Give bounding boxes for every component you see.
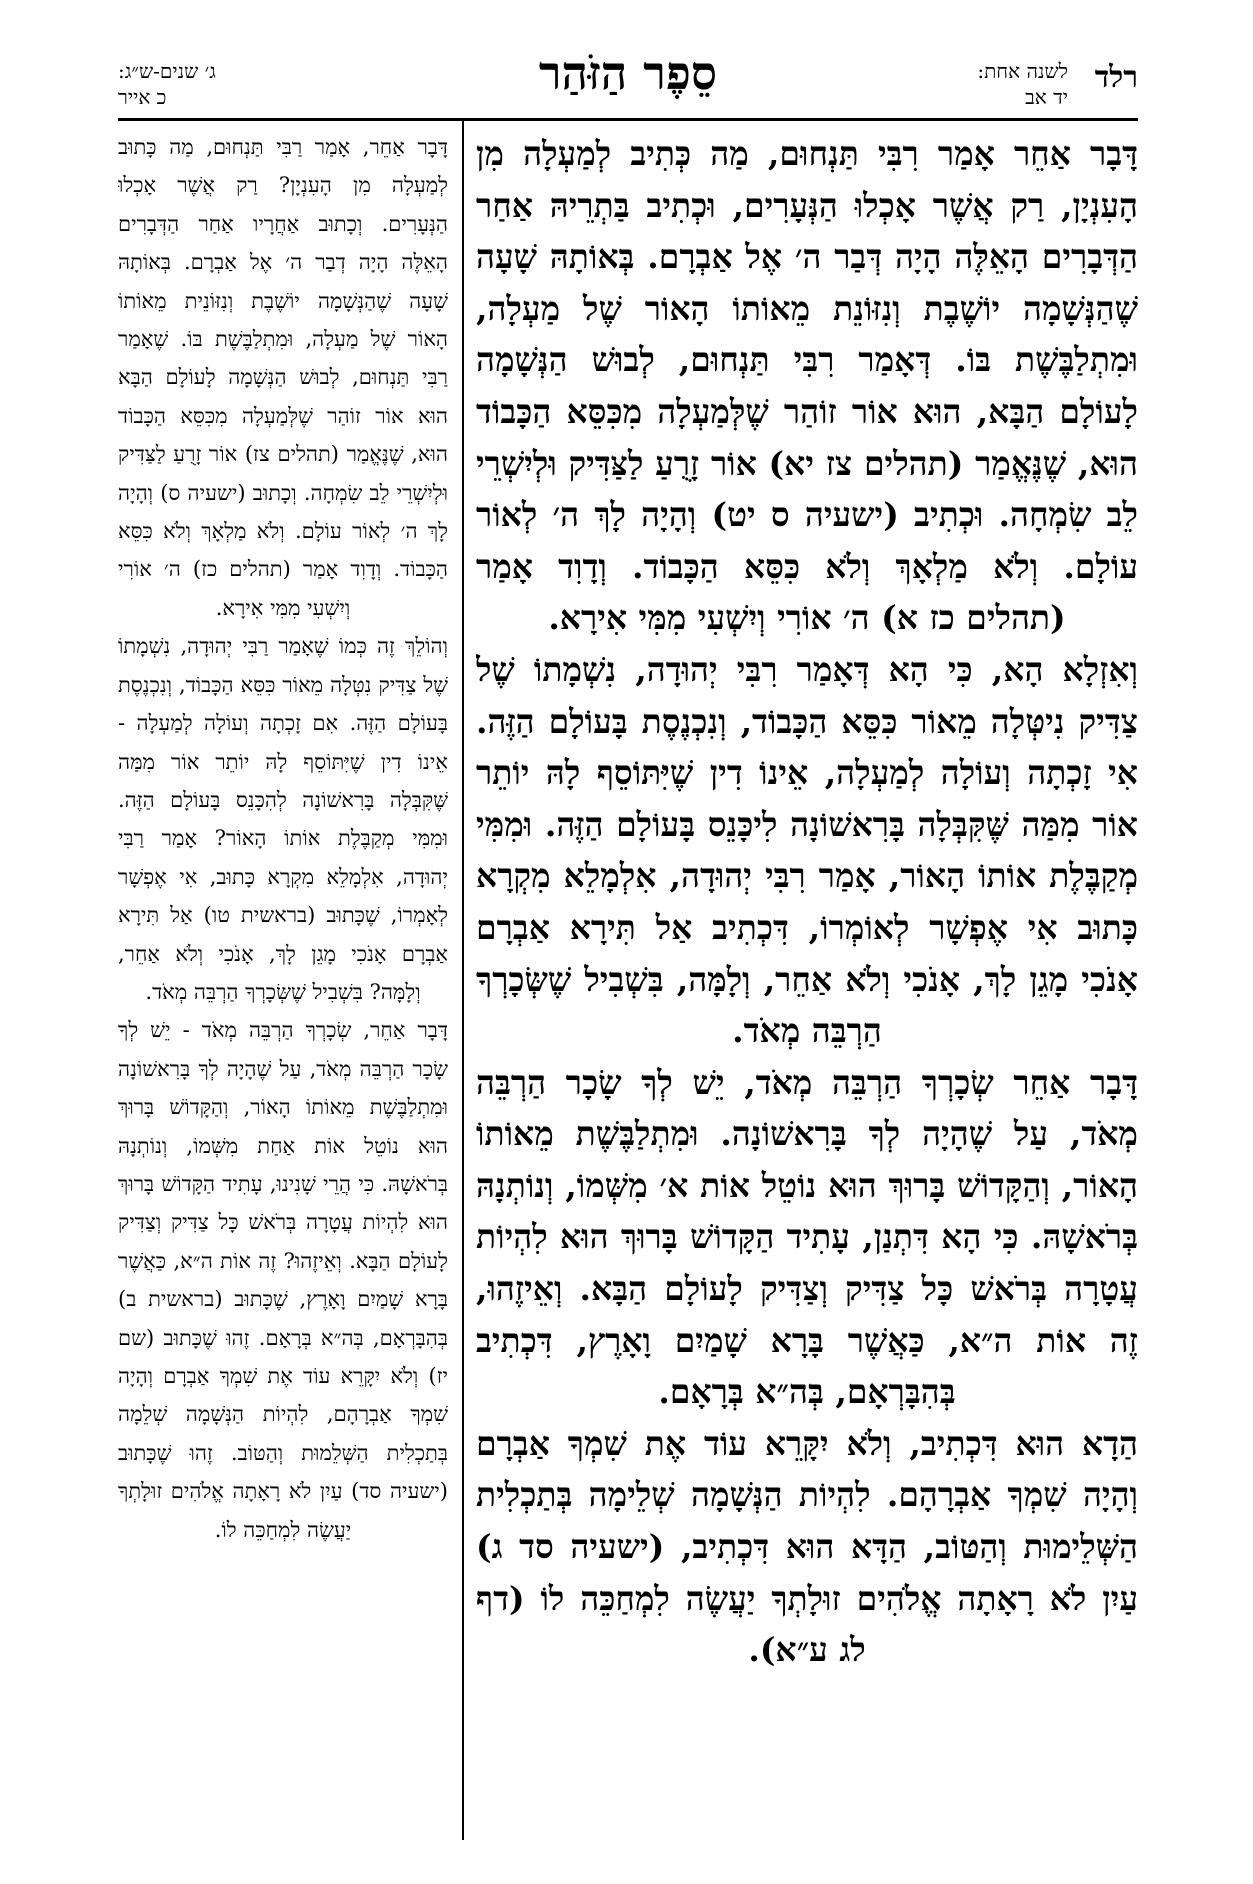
page-number: רלד xyxy=(1094,60,1138,95)
page-header xyxy=(118,44,1138,124)
header-left-note xyxy=(118,58,216,110)
translation-paragraph: וְהוֹלֵךְ זֶה כְּמוֹ שֶׁאָמַר רַבִּי יְהוּדָה, נִשְׁמָתוֹ שֶׁל צַדִּיק נִטְּלָה מֵאוֹר כִּסֵּא הַכָּבוֹד, וְנִכְנֶסֶת בָּעוֹלָם הַזֶּה. אִם זָכְתָה וְעוֹלָה לְמַעְלָה - אֵינוֹ דִין שֶׁיִּתּוֹסֵף לָהּ יוֹתֵר אוֹר מִמַּה שֶּׁקִּבְּלָה בָּרִאשׁוֹנָה לְהִכָּנֵס בָּעוֹלָם הַזֶּה. וּמִמִּי מְקַבֶּלֶת אוֹתוֹ הָאוֹר? אָמַר רַבִּי יְהוּדָה, אִלְמָלֵא מִקְרָא כָּתוּב, אִי אֶפְשָׁר לְאָמְרוֹ, שֶׁכָּתוּב (בראשית טו) אַל תִּירָא אַבְרָם אָנֹכִי מָגֵן לָךְ, אָנֹכִי וְלֹא אַחֵר, וְלָמָּה? בִּשְׁבִיל שֶׁשְּׂכָרְךָ הַרְבֵּה מְאֹד. xyxy=(118,634,448,1004)
translation-paragraph: דָּבָר אַחֵר, אָמַר רַבִּי תַּנְחוּם, מַה כָּתוּב לְמַעְלָה מִן הָעִנְיָן? רַק אֲשֶׁר אָכְלוּ הַנְּעָרִים. וְכָתוּב אַחֲרָיו אַחַר הַדְּבָרִים הָאֵלֶּה הָיָה דְבַר ה׳ אֶל אַבְרָם. בְּאוֹתָהּ שָׁעָה שֶׁהַנְּשָׁמָה יוֹשֶׁבֶת וְנִזּוֹנֵית מֵאוֹתוֹ הָאוֹר שֶׁל מַעְלָה, וּמִתְלַבֶּשֶׁת בּוֹ. שֶׁאָמַר רַבִּי תַּנְחוּם, לְבוּשׁ הַנְּשָׁמָה לָעוֹלָם הַבָּא הוּא אוֹר זוֹהַר שֶׁלְּמַעְלָה מִכִּסֵּא הַכָּבוֹד הוּא, שֶׁנֶּאֱמַר (תהלים צז) אוֹר זָרֻעַ לַצַּדִּיק וּלְיִשְׁרֵי לֵב שִׂמְחָה. וְכָתוּב (ישעיה ס) וְהָיָה לָךְ ה׳ לְאוֹר עוֹלָם. וְלֹא מַלְאָךְ וְלֹא כִּסֵּא הַכָּבוֹד. וְדָוִד אָמַר (תהלים כז) ה׳ אוֹרִי וְיִשְׁעִי מִמִּי אִירָא. xyxy=(118,135,448,620)
translation-column xyxy=(118,128,448,1838)
main-paragraph: דָּבָר אַחֵר אָמַר רִבִּי תַּנְחוּם, מַה כְּתִיב לְמַעְלָה מִן הָעִנְיָן, רַק אֲשֶׁר אָכְלוּ הַנְּעָרִים, וּכְתִיב בַּתְרֵיהּ אַחַר הַדְּבָרִים הָאֵלֶּה הָיָה דְּבַר ה׳ אֶל אַבְרָם. בְּאוֹתָהּ שָׁעָה שֶׁהַנְּשָׁמָה יוֹשֶׁבֶת וְנִזּוֹנֵת מֵאוֹתוֹ הָאוֹר שֶׁל מַעְלָה, וּמִתְלַבֶּשֶׁת בּוֹ. דְּאָמַר רִבִּי תַּנְחוּם, לְבוּשׁ הַנְּשָׁמָה לָעוֹלָם הַבָּא, הוּא אוֹר זוֹהַר שֶׁלְּמַעְלָה מִכִּסֵּא הַכָּבוֹד הוּא, שֶׁנֶּאֱמַר (תהלים צז יא) אוֹר זָרֻעַ לַצַּדִּיק וּלְיִשְׁרֵי לֵב שִׂמְחָה. וּכְתִיב (ישעיה ס יט) וְהָיָה לָךְ ה׳ לְאוֹר עוֹלָם. וְלֹא מַלְאָךְ וְלֹא כִּסֵּא הַכָּבוֹד. וְדָוִד אָמַר (תהלים כז א) ה׳ אוֹרִי וְיִשְׁעִי מִמִּי אִירָא. xyxy=(476,134,1138,638)
header-rule xyxy=(118,118,1138,121)
main-column xyxy=(476,128,1138,1838)
header-right-line1: לשנה אחת: xyxy=(977,59,1068,83)
book-title: סֵפֶר הַזֹּהַר xyxy=(538,46,718,100)
main-paragraph: וְאִזְלָא הָא, כִּי הָא דְּאָמַר רִבִּי יְהוּדָה, נִשְׁמָתוֹ שֶׁל צַדִּיק נִיטְּלָה מֵאוֹר כִּסֵּא הַכָּבוֹד, וְנִכְנֶסֶת בָּעוֹלָם הַזֶּה. אִי זָכְתָה וְעוֹלָה לְמַעְלָה, אֵינוֹ דִין שֶׁיִּתּוֹסֵף לָהּ יוֹתֵר אוֹר מִמַּה שֶּׁקִּבְּלָה בָּרִאשׁוֹנָה לִיכָּנֵס בָּעוֹלָם הַזֶּה. וּמִמִּי מְקַבֶּלֶת אוֹתוֹ הָאוֹר, אָמַר רִבִּי יְהוּדָה, אִלְמָלֵא מִקְרָא כָּתוּב אִי אֶפְשָׁר לְאוֹמְרוֹ, דִּכְתִיב אַל תִּירָא אַבְרָם אָנֹכִי מָגֵן לָךְ, אָנֹכִי וְלֹא אַחֵר, וְלָמָּה, בִּשְׁבִיל שֶׁשְּׂכָרְךָ הַרְבֵּה מְאֹד. xyxy=(476,649,1138,1051)
header-left-line1: ג׳ שנים-ש״ג: xyxy=(118,59,216,83)
header-left-line2: כ אייר xyxy=(118,85,167,109)
main-paragraph: הַדָא הוּא דִּכְתִיב, וְלֹא יִקָּרֵא עוֹד אֶת שִׁמְךָ אַבְרָם וְהָיָה שִׁמְךָ אַבְרָהָם. לִהְיוֹת הַנְּשָׁמָה שְׁלֵימָה בְּתַכְלִית הַשְּׁלֵימוּת וְהַטּוֹב, הַדָּא הוּא דִּכְתִיב, (ישעיה סד ג) עַיִן לֹא רָאָתָה אֱלֹהִים זוּלָתְךָ יַעֲשֶׂה לִמְחַכֵּה לוֹ (דף לג ע״א). xyxy=(476,1423,1138,1670)
main-paragraph: דָּבָר אַחֵר שְׂכָרְךָ הַרְבֵּה מְאֹד, יֵשׁ לְךָ שָׂכָר הַרְבֵּה מְאֹד, עַל שֶׁהָיָה לְךָ בָּרִאשׁוֹנָה. וּמִתְלַבֶּשֶׁת מֵאוֹתוֹ הָאוֹר, וְהַקָּדוֹשׁ בָּרוּךְ הוּא נוֹטֵל אוֹת א׳ מִשְּׁמוֹ, וְנוֹתְנָהּ בְּרֹאשָׁהּ. כִּי הָא דִּתְנַן, עָתִיד הַקָּדוֹשׁ בָּרוּךְ הוּא לִהְיוֹת עֲטָרָה בְּרֹאשׁ כָּל צַדִּיק וְצַדִּיק לָעוֹלָם הַבָּא. וְאֵיזֶהוּ, זֶה אוֹת ה״א, כַּאֲשֶׁר בָּרָא שָׁמַיִם וָאָרֶץ, דִּכְתִיב בְּהִבָּרְאָם, בְּה״א בְּרָאָם. xyxy=(476,1062,1138,1412)
translation-paragraph: דָּבָר אַחֵר, שְׂכָרְךָ הַרְבֵּה מְאֹד - יֵשׁ לְךָ שָׂכָר הַרְבֵּה מְאֹד, עַל שֶׁהָיָה לְךָ בָּרִאשׁוֹנָה וּמִתְלַבֶּשֶׁת מֵאוֹתוֹ הָאוֹר, וְהַקָּדוֹשׁ בָּרוּךְ הוּא נוֹטֵל אוֹת אַחַת מִשְּׁמוֹ, וְנוֹתְנָהּ בְּרֹאשָׁהּ. כִּי הֲרֵי שָׁנִינוּ, עָתִיד הַקָּדוֹשׁ בָּרוּךְ הוּא לִהְיוֹת עֲטָרָה בְּרֹאשׁ כָּל צַדִּיק וְצַדִּיק לָעוֹלָם הַבָּא. וְאֵיזֶהוּ? זֶה אוֹת ה״א, כַּאֲשֶׁר בָּרָא שָׁמַיִם וָאָרֶץ, שֶׁכָּתוּב (בראשית ב) בְּהִבָּרְאָם, בְּה״א בְּרָאָם. זֶהוּ שֶׁכָּתוּב (שם יז) וְלֹא יִקָּרֵא עוֹד אֶת שִׁמְךָ אַבְרָם וְהָיָה שִׁמְךָ אַבְרָהָם, לִהְיוֹת הַנְּשָׁמָה שְׁלֵמָה בְּתַכְלִית הַשְּׁלֵמוּת וְהַטּוֹב. זֶהוּ שֶׁכָּתוּב (ישעיה סד) עַיִן לֹא רָאָתָה אֱלֹהִים זוּלָתְךָ יַעֲשֶׂה לִמְחַכֵּה לוֹ. xyxy=(118,1018,448,1542)
column-divider xyxy=(462,118,464,1840)
header-right-line2: יד אב xyxy=(1025,85,1068,109)
